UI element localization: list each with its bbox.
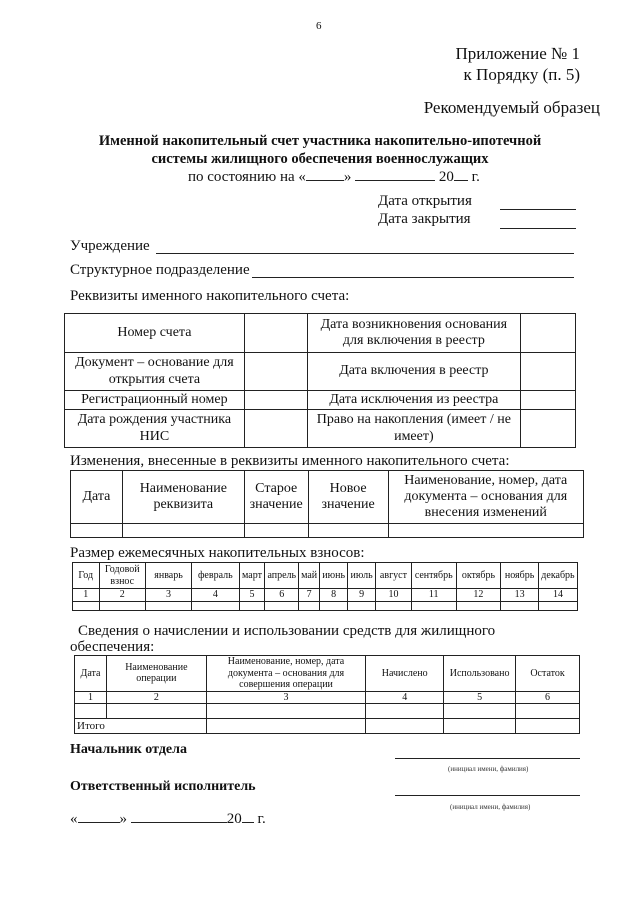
contrib-n-4: 5 — [239, 589, 265, 602]
head-of-dept: Начальник отдела — [70, 742, 187, 757]
subdivision-line — [252, 277, 574, 278]
close-date-line — [500, 228, 576, 229]
contrib-n-12: 13 — [501, 589, 539, 602]
contrib-h-0: Год — [73, 563, 100, 589]
req-left-1: Документ – основание для открытия счета — [65, 353, 245, 391]
contrib-n-10: 11 — [411, 589, 456, 602]
req-right-2: Дата исключения из реестра — [307, 391, 521, 410]
contrib-n-8: 9 — [348, 589, 376, 602]
contrib-h-13: декабрь — [538, 563, 577, 589]
accruals-heading-line1: Сведения о начислении и использовании средств для жилищного — [78, 623, 496, 639]
recommended-sample: Рекомендуемый образец — [423, 98, 600, 117]
institution-line — [156, 253, 574, 254]
contrib-n-5: 6 — [265, 589, 299, 602]
accr-h-3: Начислено — [366, 656, 444, 692]
sign-date-year: 20 — [226, 811, 242, 827]
sign-date-suffix: г. — [257, 811, 266, 827]
doc-title-line1: Именной накопительный счет участника накопительно-ипотечной — [98, 133, 542, 149]
accr-h-0: Дата — [75, 656, 107, 692]
executor-sign-line — [395, 795, 580, 796]
contrib-n-1: 2 — [99, 589, 146, 602]
accr-h-4: Использовано — [444, 656, 516, 692]
contrib-n-3: 4 — [192, 589, 239, 602]
changes-h-new: Новое значение — [308, 471, 388, 524]
contrib-h-2: январь — [146, 563, 192, 589]
subdivision-label: Структурное подразделение — [70, 262, 250, 278]
accr-n-4: 5 — [444, 691, 516, 704]
as-of-mid: » — [343, 169, 352, 185]
changes-table — [70, 470, 584, 538]
responsible-executor: Ответственный исполнитель — [70, 779, 256, 794]
sign-date-mid: » — [119, 811, 127, 827]
contrib-h-9: август — [376, 563, 412, 589]
accr-h-2: Наименование, номер, дата документа – основания для совершения операции — [206, 656, 366, 692]
contrib-h-7: июнь — [320, 563, 348, 589]
contrib-n-2: 3 — [146, 589, 192, 602]
changes-h-old: Старое значение — [244, 471, 308, 524]
req-left-2: Регистрационный номер — [65, 391, 245, 410]
accr-n-0: 1 — [75, 691, 107, 704]
contrib-h-3: февраль — [192, 563, 239, 589]
contrib-n-9: 10 — [376, 589, 412, 602]
requisites-heading: Реквизиты именного накопительного счета: — [70, 288, 350, 304]
accr-n-5: 6 — [516, 691, 580, 704]
requisites-table — [64, 313, 576, 448]
accr-h-5: Остаток — [516, 656, 580, 692]
sign-date-open: « — [70, 811, 78, 827]
appendix-line2: к Порядку (п. 5) — [463, 65, 580, 84]
close-date-label: Дата закрытия — [378, 211, 471, 227]
req-left-0: Номер счета — [65, 314, 245, 353]
contrib-h-6: май — [299, 563, 320, 589]
appendix-line1: Приложение № 1 — [455, 44, 580, 63]
contrib-n-6: 7 — [299, 589, 320, 602]
changes-h-doc: Наименование, номер, дата документа – основания для внесения изменений — [388, 471, 583, 524]
contrib-h-11: октябрь — [456, 563, 501, 589]
changes-heading: Изменения, внесенные в реквизиты именного накопительного счета: — [70, 453, 510, 469]
contrib-n-7: 8 — [320, 589, 348, 602]
req-right-3: Право на накопления (имеет / не имеет) — [307, 410, 521, 448]
req-right-1: Дата включения в реестр — [307, 353, 521, 391]
accr-n-2: 3 — [206, 691, 366, 704]
accruals-total: Итого — [75, 719, 207, 734]
contrib-h-8: июль — [348, 563, 376, 589]
contrib-n-11: 12 — [456, 589, 501, 602]
accr-h-1: Наименование операции — [106, 656, 206, 692]
contributions-heading: Размер ежемесячных накопительных взносов: — [70, 545, 365, 561]
req-left-3: Дата рождения участника НИС — [65, 410, 245, 448]
changes-h-name: Наименование реквизита — [122, 471, 244, 524]
institution-label: Учреждение — [70, 238, 150, 254]
open-date-line — [500, 209, 576, 210]
sign-date — [70, 811, 266, 828]
doc-title-line2: системы жилищного обеспечения военнослужащих — [151, 151, 489, 167]
open-date-label: Дата открытия — [378, 193, 472, 209]
head-sign-caption: (инициал имени, фамилия) — [448, 765, 529, 773]
accr-n-1: 2 — [106, 691, 206, 704]
contrib-h-4: март — [239, 563, 265, 589]
accruals-heading-line2: обеспечения: — [70, 639, 155, 655]
contrib-n-0: 1 — [73, 589, 100, 602]
contributions-table — [72, 562, 578, 611]
accr-n-3: 4 — [366, 691, 444, 704]
as-of-prefix: по состоянию на « — [188, 169, 306, 185]
accruals-table — [74, 655, 580, 734]
as-of-suffix: г. — [471, 169, 480, 185]
contrib-h-12: ноябрь — [501, 563, 539, 589]
head-sign-line — [395, 758, 580, 759]
contrib-h-5: апрель — [265, 563, 299, 589]
page-number: 6 — [316, 20, 322, 32]
executor-sign-caption: (инициал имени, фамилия) — [450, 803, 531, 811]
as-of-year: 20 — [438, 169, 454, 185]
contrib-h-1: Годовой взнос — [99, 563, 146, 589]
req-right-0: Дата возникновения основания для включения в реестр — [307, 314, 521, 353]
as-of-date — [188, 169, 480, 186]
contrib-n-13: 14 — [538, 589, 577, 602]
changes-h-date: Дата — [71, 471, 123, 524]
contrib-h-10: сентябрь — [411, 563, 456, 589]
